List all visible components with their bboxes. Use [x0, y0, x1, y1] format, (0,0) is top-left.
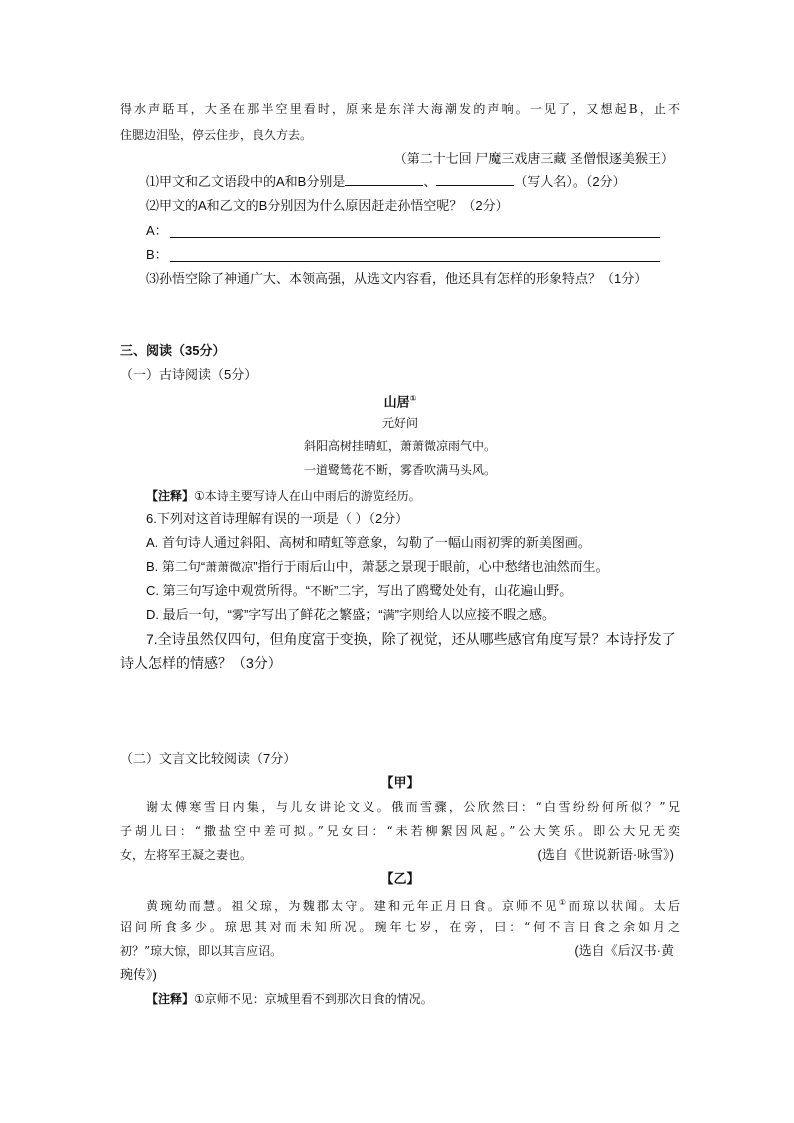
question-3: ⑶孙悟空除了神通广大、本领高强，从选文内容看，他还具有怎样的形象特点？（1分）: [146, 271, 648, 286]
poem-note-text: ①本诗主要写诗人在山中雨后的游览经历。: [194, 489, 421, 503]
option-d[interactable]: [146, 606, 706, 624]
subsection-heading-1: （一）古诗阅读（5分）: [120, 367, 258, 382]
poem-note-mark: ①: [409, 394, 417, 403]
option-a[interactable]: A. 首句诗人通过斜阳、高树和晴虹等意象，勾勒了一幅山雨初霁的新美图画。: [146, 535, 591, 550]
option-d-text-2: ”字写出了鲜花之繁盛；“: [243, 607, 383, 622]
passage-jia-line-2: 子胡儿曰：“撒盐空中差可拟。”兄女曰：“未若柳絮因风起。”公大笑乐。即公大兄无奕: [120, 824, 680, 838]
question-2: ⑵甲文的A和乙文的B分别因为什么原因赶走孙悟空呢？（2分）: [146, 198, 509, 213]
passage-yi-line-2: 诏问所食多少。琼思其对而未知所况。琬年七岁，在旁，曰：“何不言日食之余如月之: [120, 920, 680, 934]
passage-line-2: 住腮边泪坠，停云住步，良久方去。: [120, 128, 313, 142]
passage-yi-note-tag: 【注释】: [146, 992, 195, 1006]
option-d-quote-1: 雾: [231, 608, 244, 622]
passage-yi-line-3: 初？”琼大惊，即以其言应诏。: [120, 944, 283, 958]
passage-yi-title: 【乙】: [380, 871, 420, 886]
question-6: 6.下列对这首诗理解有误的一项是（ ）（2分）: [146, 511, 409, 526]
passage-jia-line-1: 谢太傅寒雪日内集，与儿女讲论文义。俄而雪骤，公欣然曰：“白雪纷纷何所似？”兄: [146, 800, 680, 814]
answer-blank-a[interactable]: [345, 173, 423, 186]
passage-yi-note: [146, 990, 706, 1008]
question-7-line-2: 诗人怎样的情感？（3分）: [120, 655, 282, 671]
passage-line-1: 得水声聒耳，大圣在那半空里看时，原来是东洋大海潮发的声响。一见了，又想起B，止不: [120, 102, 680, 116]
passage-yi-source-1: (选自《后汉书·黄: [574, 943, 674, 958]
question-7-line-1: 7.全诗虽然仅四句，但角度富于变换，除了视觉，还从哪些感官角度写景？本诗抒发了: [146, 631, 676, 647]
poem-author: 元好问: [381, 416, 418, 430]
answer-blank-b[interactable]: [436, 173, 514, 186]
option-c[interactable]: [146, 582, 706, 600]
option-d-quote-2: 满: [382, 608, 395, 622]
poem-line-1: 斜阳高树挂晴虹，萧萧微凉雨气中。: [303, 439, 496, 453]
option-d-text-1: D. 最后一句，“: [146, 607, 232, 622]
answer-a-label: A：: [146, 223, 168, 238]
option-b-text-1: B. 第二句“: [146, 559, 206, 574]
question-1-end: （写人名）。（2分）: [514, 174, 626, 189]
option-b-quote: 萧萧微凉: [205, 560, 254, 574]
question-1-text: ⑴甲文和乙文语段中的A和B分别是: [146, 174, 346, 189]
option-b-text-2: ”指行于雨后山中，萧瑟之景现于眼前，心中愁绪也油然而生。: [253, 559, 609, 574]
passage-yi-note-text: ①京师不见：京城里看不到那次日食的情况。: [194, 992, 433, 1006]
poem-line-2: 一道鹭鸶花不断，雾香吹满马头风。: [303, 463, 496, 477]
answer-b-label: B：: [146, 247, 168, 262]
option-d-text-3: ”字则给人以应接不暇之感。: [394, 607, 555, 622]
passage-yi-line-1: [146, 894, 680, 915]
passage-jia-line-3: 女，左将军王凝之妻也。: [120, 848, 253, 862]
section-heading: 三、阅读（35分）: [120, 343, 226, 358]
option-c-text-2: ”二字，写出了鸥鹭处处有，山花遍山野。: [333, 583, 573, 598]
question-1: [146, 173, 706, 191]
passage-yi-line-1-end: 而琼以状闻。太后: [568, 899, 680, 913]
passage-yi-note-mark: ①: [558, 898, 569, 907]
passage-jia-title: 【甲】: [380, 775, 420, 790]
question-1-sep: 、: [423, 174, 437, 189]
poem-note-tag: 【注释】: [146, 489, 195, 503]
answer-line-a[interactable]: [170, 236, 660, 238]
passage-source: （第二十七回 尸魔三戏唐三藏 圣僧恨逐美猴王）: [393, 151, 674, 166]
poem-note: [146, 487, 706, 505]
passage-yi-line-1-text: 黄琬幼而慧。祖父琼，为魏郡太守。建和元年正月日食。京师不见: [146, 899, 559, 913]
poem-title-text: 山居: [383, 394, 410, 410]
poem-title: [120, 390, 680, 411]
passage-jia-source: (选自《世说新语·咏雪》): [537, 847, 674, 862]
option-c-text-1: C. 第三句写途中观赏所得。“: [146, 583, 310, 598]
answer-line-b[interactable]: [170, 260, 660, 262]
subsection-heading-2: （二）文言文比较阅读（7分）: [120, 751, 297, 766]
option-c-quote: 不断: [309, 584, 334, 598]
passage-yi-source-2: 琬传》): [120, 967, 157, 982]
option-b[interactable]: [146, 558, 706, 576]
